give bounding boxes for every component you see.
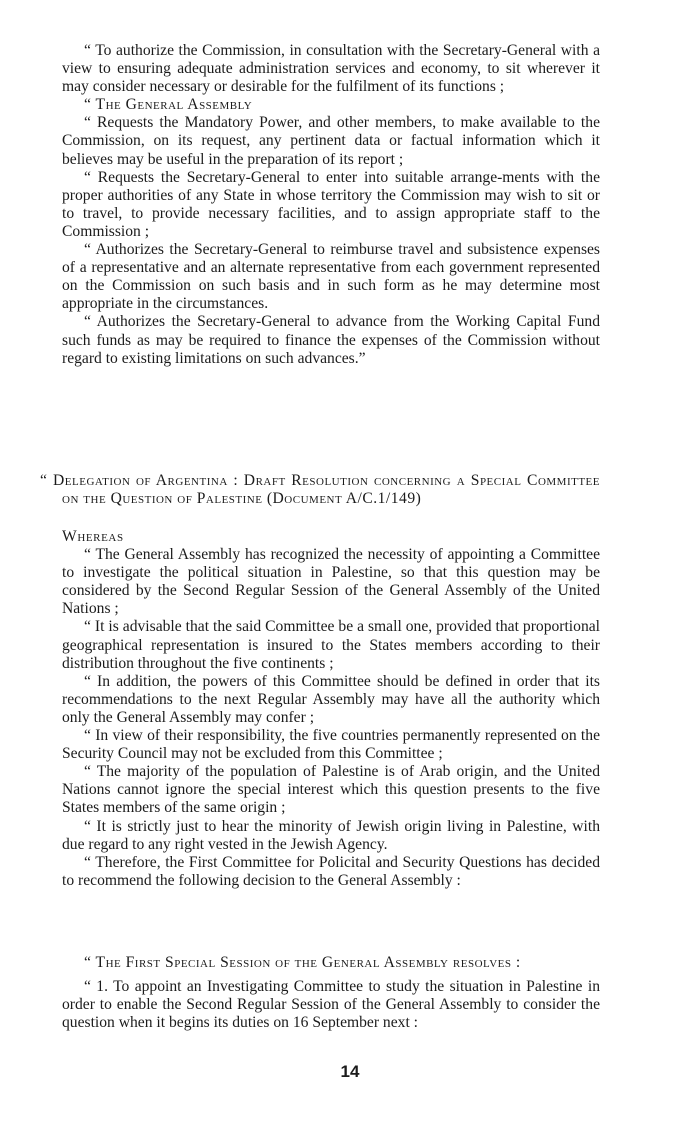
- resolves-heading: “ The First Special Session of the General Assembly resolves :: [84, 954, 521, 971]
- paragraph: “ In view of their responsibility, the five countries permanently represented on the Security Council may not be excluded from this Committee ;: [62, 727, 600, 763]
- paragraph: “ It is advisable that the said Committee be a small one, provided that proportional geographical representation is insured to the States members according to their distribution throughout the five continents ;: [62, 618, 600, 672]
- resolution-operative-part: [62, 954, 600, 1032]
- paragraph: “ It is strictly just to hear the minority of Jewish origin living in Palestine, with due regard to any right vested in the Jewish Agency.: [62, 817, 600, 853]
- paragraph: “ The majority of the population of Palestine is of Arab origin, and the United Nations cannot ignore the special interest which this question presents to the five States members of the same origin ;: [62, 763, 600, 817]
- paragraph: “ Requests the Secretary-General to enter into suitable arrange-ments with the proper authorities of any State in whose territory the Commission may wish to sit or to travel, to provide necessary facilities, and to assign appropriate staff to the Commission ;: [62, 168, 600, 240]
- argentina-draft-resolution: [62, 528, 600, 890]
- resolution-heading: “ The General Assembly: [84, 96, 253, 114]
- paragraph: “ Authorizes the Secretary-General to reimburse travel and subsistence expenses of a representative and an alternate representative from each government represented on the Commission on such basis and in such form as he may determine most appropriate in the circumstances.: [62, 241, 600, 313]
- section-title: “ Delegation of Argentina : Draft Resolution concerning a Special Committee on the Question of Palestine (Document A/C.1/149): [40, 472, 600, 508]
- paragraph: “ Authorizes the Secretary-General to advance from the Working Capital Fund such funds as may be required to finance the expenses of the Commission without regard to existing limitations on such advances.”: [62, 313, 600, 367]
- section-title-block: [40, 472, 600, 508]
- paragraph: “ In addition, the powers of this Committee should be defined in order that its recommendations to the next Regular Assembly may have all the authority which only the General Assembly may confer ;: [62, 672, 600, 726]
- paragraph: “ To authorize the Commission, in consultation with the Secretary-General with a view to ensuring adequate administration services and economy, to sit wherever it may consider necessary or desirable for the fulfilment of its functions ;: [62, 42, 600, 96]
- whereas-label: Whereas: [62, 528, 124, 545]
- previous-resolution-continuation: [62, 42, 600, 368]
- paragraph: “ Requests the Mandatory Power, and other members, to make available to the Commission, on its request, any pertinent data or factual information which it believes may be useful in the preparation of its report ;: [62, 114, 600, 168]
- paragraph: “ Therefore, the First Committee for Policital and Security Questions has decided to recommend the following decision to the General Assembly :: [62, 853, 600, 889]
- paragraph: “ The General Assembly has recognized the necessity of appointing a Committee to investigate the political situation in Palestine, so that this question may be considered by the Second Regular Session of the General Assembly of the United Nations ;: [62, 546, 600, 618]
- paragraph: “ 1. To appoint an Investigating Committee to study the situation in Palestine in order to enable the Second Regular Session of the General Assembly to consider the question when it begins its duties on 16 September next :: [62, 978, 600, 1032]
- page-number: 14: [340, 1062, 360, 1081]
